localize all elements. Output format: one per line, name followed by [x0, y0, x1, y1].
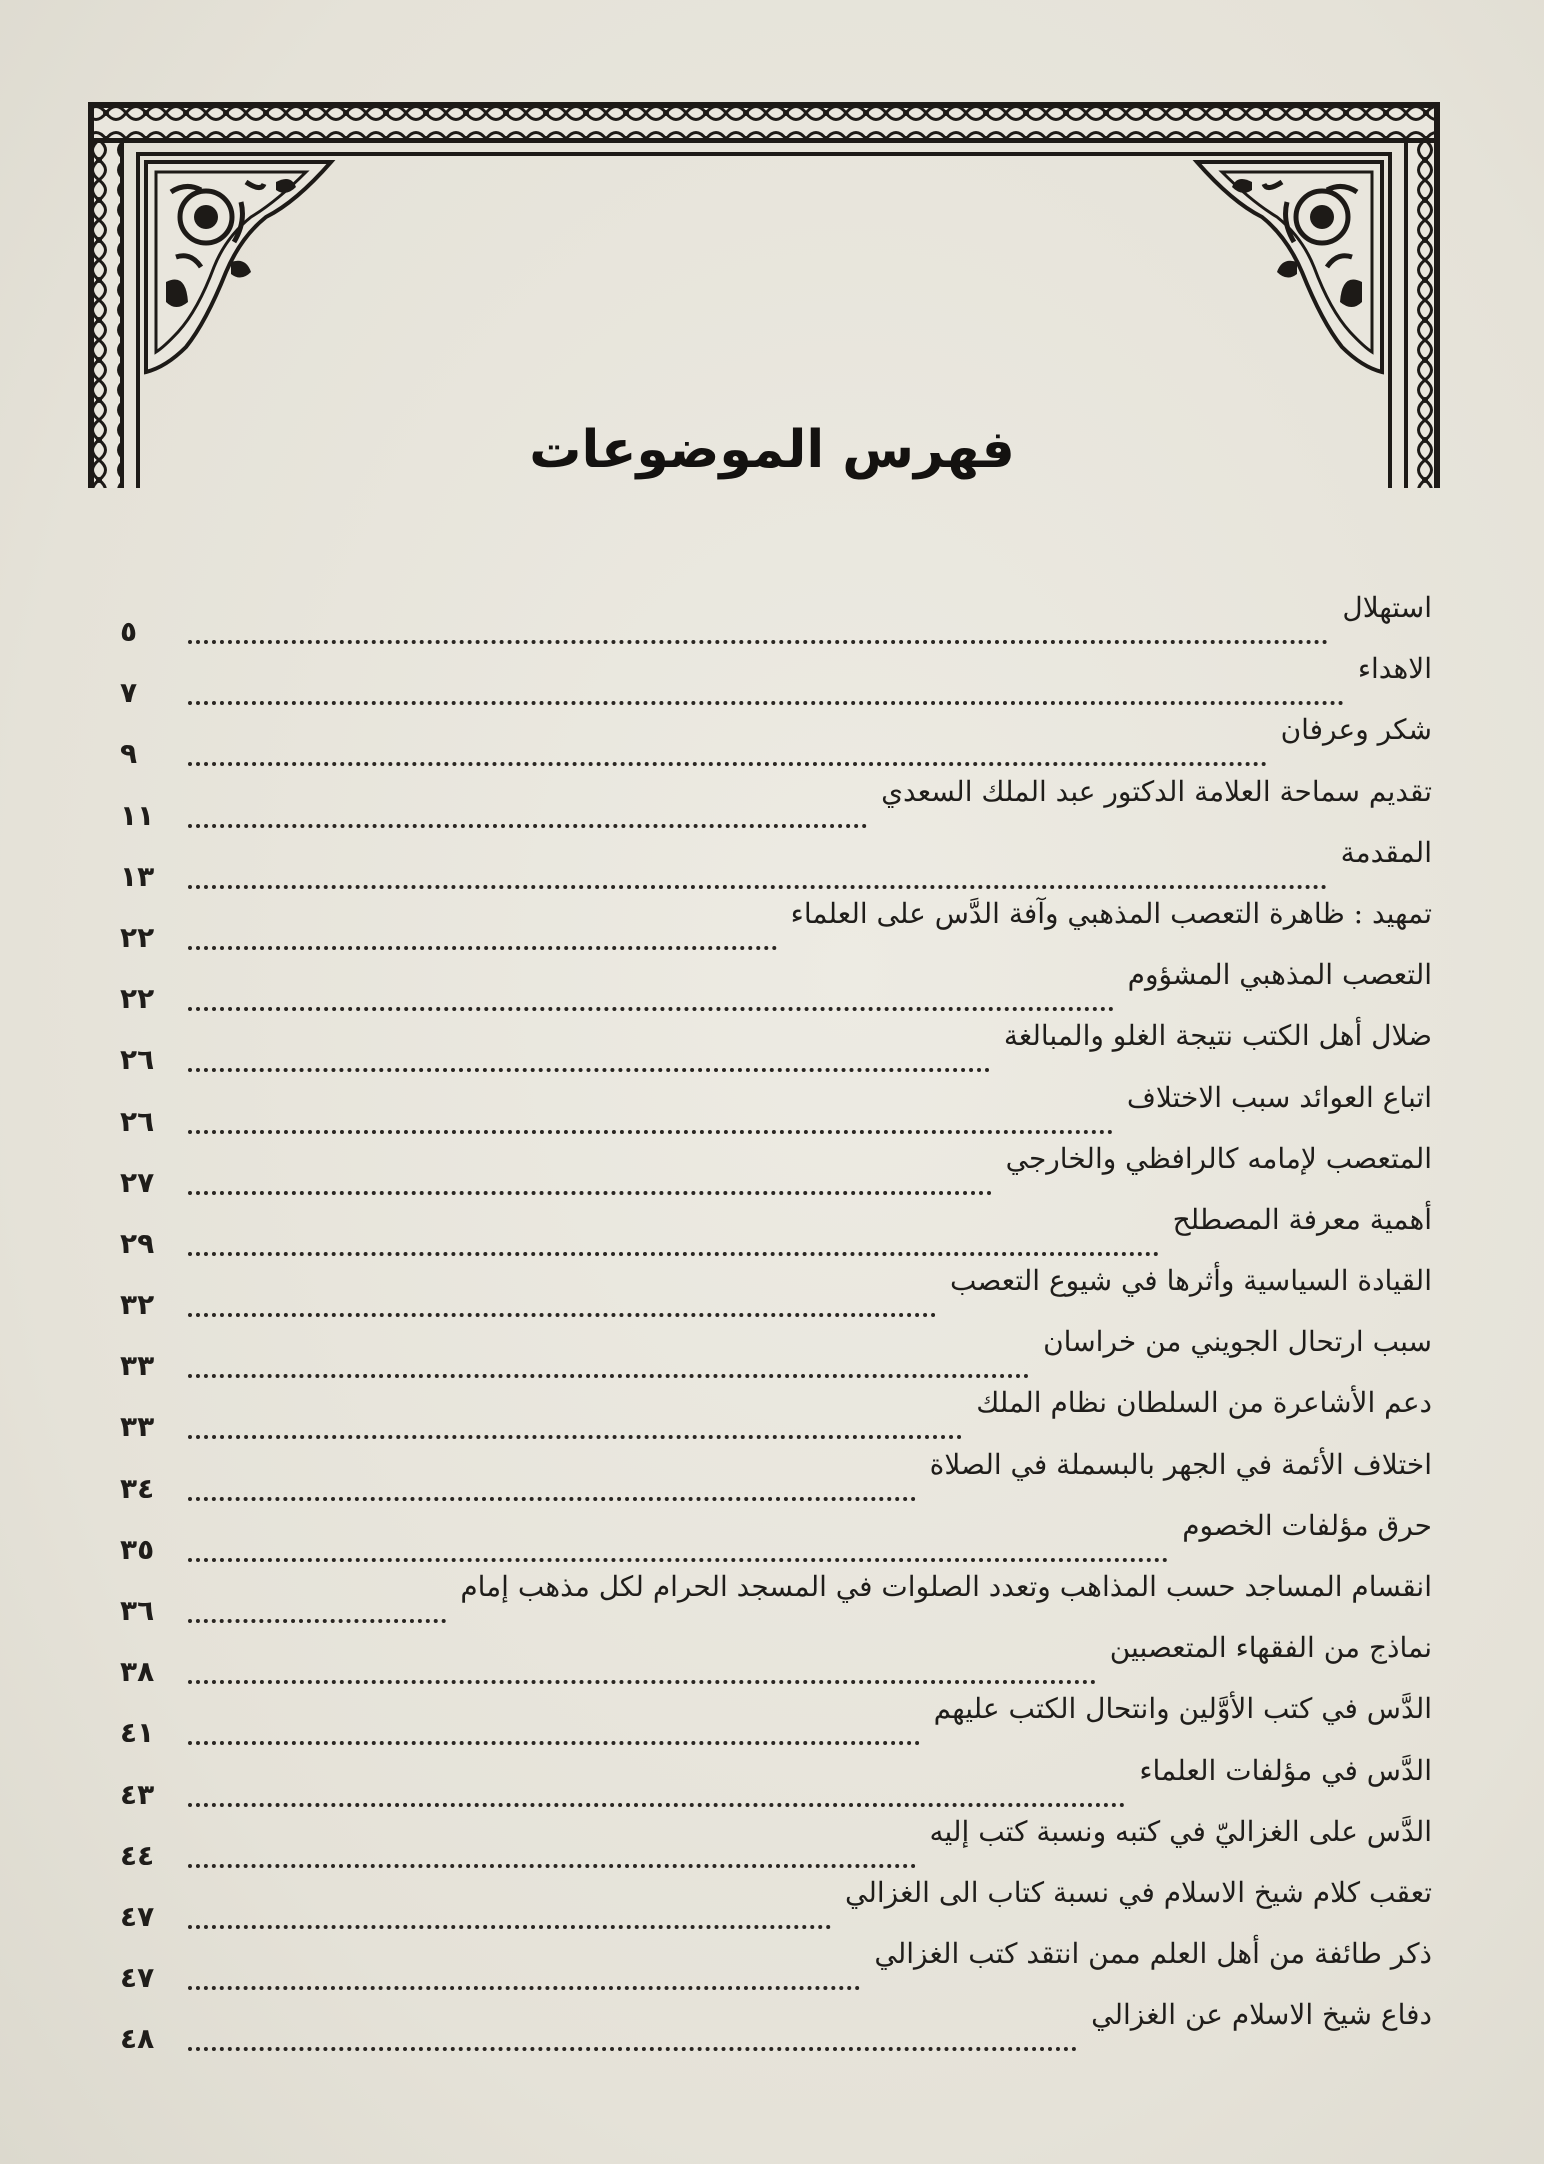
dot-leader — [188, 1130, 1113, 1134]
toc-entry — [120, 1814, 1442, 1875]
toc-page-number: ٤٣ — [120, 1777, 155, 1811]
toc-entry — [120, 1630, 1442, 1691]
dot-leader — [188, 946, 777, 950]
toc-page-number: ٤٨ — [120, 2022, 155, 2056]
toc-entry-title: التعصب المذهبي المشؤوم — [1127, 958, 1432, 992]
toc-entry-title: استهلال — [1342, 591, 1432, 624]
toc-entry — [120, 1447, 1442, 1508]
toc-entry — [120, 1753, 1442, 1814]
dot-leader — [188, 1435, 962, 1439]
toc-entry-title: المتعصب لإمامه كالرافظي والخارجي — [1005, 1141, 1432, 1175]
toc-entry — [120, 1508, 1442, 1569]
toc-page-number: ٢٢ — [120, 982, 155, 1016]
toc-entry-title: نماذج من الفقهاء المتعصبين — [1109, 1631, 1432, 1665]
toc-page-number: ٤٧ — [120, 1899, 155, 1933]
toc-page-number: ١١ — [120, 798, 155, 832]
toc-entry-leader-row — [120, 736, 1442, 772]
toc-entry — [120, 590, 1442, 651]
toc-entry — [120, 1324, 1442, 1385]
dot-leader — [188, 1252, 1159, 1256]
toc-page-number: ٣٥ — [120, 1532, 155, 1566]
toc-page-number: ٣٢ — [120, 1288, 155, 1322]
toc-entry-title: دفاع شيخ الاسلام عن الغزالي — [1091, 1998, 1432, 2032]
toc-entry-title: حرق مؤلفات الخصوم — [1182, 1508, 1432, 1542]
toc-entry-title: انقسام المساجد حسب المذاهب وتعدد الصلوات في المسجد الحرام لكل مذهب إمام — [460, 1570, 1432, 1603]
dot-leader — [188, 1374, 1029, 1378]
toc-page-number: ٣٣ — [120, 1349, 155, 1383]
toc-entry — [120, 1997, 1442, 2058]
toc-entry-leader-row — [120, 859, 1442, 895]
dot-leader — [188, 1497, 916, 1501]
dot-leader — [188, 1191, 992, 1195]
toc-entry-title: اتباع العوائد سبب الاختلاف — [1126, 1080, 1432, 1114]
toc-entry — [120, 1018, 1442, 1079]
toc-entry — [120, 835, 1442, 896]
dot-leader — [188, 762, 1267, 766]
toc-entry — [120, 712, 1442, 773]
toc-entry-title: دعم الأشاعرة من السلطان نظام الملك — [976, 1386, 1432, 1420]
toc-page-number: ٣٤ — [120, 1471, 155, 1505]
dot-leader — [188, 1558, 1168, 1562]
toc-page-number: ٣٨ — [120, 1655, 155, 1689]
toc-entry-title: اختلاف الأئمة في الجهر بالبسملة في الصلاة — [929, 1447, 1432, 1481]
table-of-contents — [120, 590, 1442, 2059]
toc-page-number: ٩ — [120, 737, 138, 771]
toc-page-number: ٢٩ — [120, 1226, 155, 1260]
dot-leader — [188, 1068, 990, 1072]
toc-page-number: ٢٦ — [120, 1043, 155, 1077]
dot-leader — [188, 1007, 1114, 1011]
toc-entry — [120, 1141, 1442, 1202]
page-title: فهرس الموضوعات — [529, 420, 1015, 480]
dot-leader — [188, 1864, 916, 1868]
dot-leader — [188, 1313, 936, 1317]
toc-entry — [120, 1875, 1442, 1936]
dot-leader — [188, 1741, 920, 1745]
toc-page-number: ٣٣ — [120, 1410, 155, 1444]
toc-entry-title: الدَّس في كتب الأوَّلين وانتحال الكتب عليهم — [933, 1692, 1432, 1726]
toc-entry — [120, 1202, 1442, 1263]
toc-entry-title: الدَّس في مؤلفات العلماء — [1139, 1753, 1432, 1787]
toc-entry — [120, 1691, 1442, 1752]
toc-page-number: ٥ — [120, 615, 138, 648]
toc-page-number: ٧ — [120, 676, 138, 710]
dot-leader — [188, 1986, 860, 1990]
toc-page-number: ٣٦ — [120, 1594, 155, 1627]
toc-entry — [120, 957, 1442, 1018]
toc-entry — [120, 1263, 1442, 1324]
toc-entry-leader-row — [120, 614, 1442, 650]
toc-entry — [120, 651, 1442, 712]
toc-page-number: ٤٤ — [120, 1838, 155, 1872]
toc-page-number: ٤٧ — [120, 1961, 155, 1995]
toc-entry-title: شكر وعرفان — [1280, 713, 1432, 747]
toc-entry-title: القيادة السياسية وأثرها في شيوع التعصب — [950, 1264, 1432, 1298]
toc-entry-title: أهمية معرفة المصطلح — [1172, 1202, 1432, 1236]
toc-entry-title: ضلال أهل الكتب نتيجة الغلو والمبالغة — [1003, 1019, 1432, 1053]
toc-entry-title: ذكر طائفة من أهل العلم ممن انتقد كتب الغزالي — [874, 1937, 1432, 1971]
toc-entry — [120, 1569, 1442, 1630]
dot-leader — [188, 824, 867, 828]
toc-entry-title: تقديم سماحة العلامة الدكتور عبد الملك السعدي — [881, 774, 1432, 808]
toc-entry-title: الدَّس على الغزاليّ في كتبه ونسبة كتب إليه — [929, 1814, 1432, 1848]
toc-entry — [120, 1080, 1442, 1141]
dot-leader — [188, 2047, 1077, 2051]
dot-leader — [188, 1619, 446, 1623]
toc-entry — [120, 1385, 1442, 1446]
toc-page-number: ٢٧ — [120, 1165, 155, 1199]
toc-entry-leader-row — [120, 675, 1442, 711]
toc-entry-title: تمهيد : ظاهرة التعصب المذهبي وآفة الدَّس على العلماء — [790, 896, 1432, 930]
dot-leader — [188, 1925, 831, 1929]
dot-leader — [188, 701, 1344, 705]
dot-leader — [188, 1680, 1096, 1684]
toc-entry — [120, 896, 1442, 957]
dot-leader — [188, 1803, 1125, 1807]
toc-page-number: ٤١ — [120, 1716, 155, 1750]
toc-entry — [120, 1936, 1442, 1997]
toc-page-number: ١٣ — [120, 859, 155, 893]
toc-entry-title: الاهداء — [1357, 652, 1432, 686]
dot-leader — [188, 640, 1328, 644]
dot-leader — [188, 885, 1327, 889]
toc-page-number: ٢٦ — [120, 1104, 155, 1138]
toc-entry-title: المقدمة — [1340, 835, 1432, 869]
toc-entry-title: سبب ارتحال الجويني من خراسان — [1043, 1325, 1432, 1359]
toc-page-number: ٢٢ — [120, 920, 155, 954]
toc-entry — [120, 774, 1442, 835]
toc-entry-title: تعقب كلام شيخ الاسلام في نسبة كتاب الى الغزالي — [845, 1875, 1432, 1909]
